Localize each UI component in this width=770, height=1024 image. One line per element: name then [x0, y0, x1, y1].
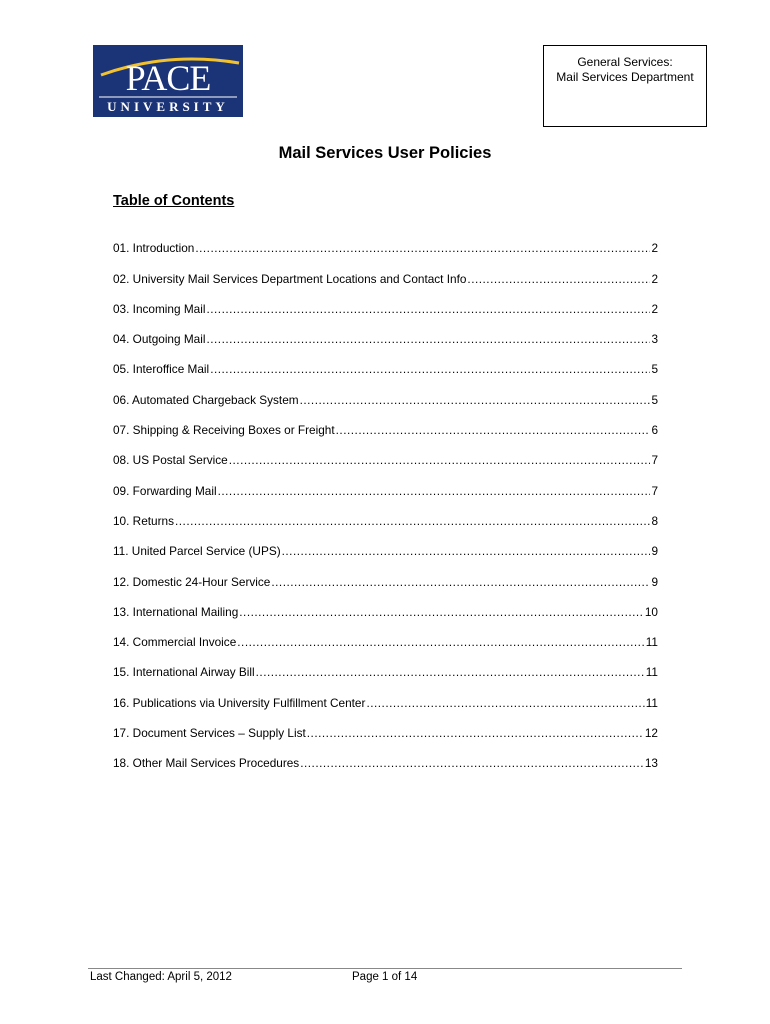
toc-entry-label: 12. Domestic 24-Hour Service	[113, 574, 271, 589]
toc-entry-international-airway-bill[interactable]	[113, 649, 658, 679]
toc-entry-page: 10	[644, 604, 658, 619]
toc-entry-page: 7	[651, 483, 658, 498]
toc-entry-document-services[interactable]	[113, 710, 658, 740]
footer-divider	[88, 968, 682, 969]
header-line-2: Mail Services Department	[556, 70, 694, 84]
toc-entry-page: 13	[644, 756, 658, 771]
toc-entry-outgoing-mail[interactable]	[113, 316, 658, 346]
department-header-box	[543, 45, 707, 127]
toc-entry-page: 3	[651, 332, 658, 347]
table-of-contents	[113, 225, 658, 770]
toc-leader-dots	[206, 302, 650, 316]
logo-top-word: PACE	[125, 58, 211, 98]
toc-entry-page: 9	[651, 574, 658, 589]
toc-entry-page: 2	[651, 271, 658, 286]
toc-entry-label: 13. International Mailing	[113, 604, 239, 619]
toc-leader-dots	[229, 453, 651, 467]
toc-leader-dots	[218, 484, 651, 498]
toc-heading: Table of Contents	[113, 193, 235, 209]
toc-entry-incoming-mail[interactable]	[113, 286, 658, 316]
toc-entry-label: 10. Returns	[113, 513, 174, 528]
toc-entry-shipping-receiving[interactable]	[113, 407, 658, 437]
toc-entry-page: 5	[651, 362, 658, 377]
toc-entry-label: 04. Outgoing Mail	[113, 332, 206, 347]
toc-leader-dots	[300, 756, 644, 770]
toc-entry-interoffice-mail[interactable]	[113, 346, 658, 376]
toc-entry-returns[interactable]	[113, 498, 658, 528]
toc-entry-us-postal-service[interactable]	[113, 437, 658, 467]
toc-entry-label: 05. Interoffice Mail	[113, 362, 210, 377]
toc-entry-label: 14. Commercial Invoice	[113, 635, 237, 650]
toc-entry-chargeback-system[interactable]	[113, 376, 658, 406]
toc-entry-international-mailing[interactable]	[113, 589, 658, 619]
toc-entry-locations-contact[interactable]	[113, 255, 658, 285]
toc-leader-dots	[237, 635, 644, 649]
footer-last-changed: Last Changed: April 5, 2012	[90, 971, 232, 983]
toc-leader-dots	[239, 605, 644, 619]
toc-leader-dots	[206, 332, 650, 346]
toc-entry-page: 6	[651, 423, 658, 438]
toc-entry-introduction[interactable]	[113, 225, 658, 255]
toc-leader-dots	[210, 362, 650, 376]
toc-entry-label: 15. International Airway Bill	[113, 665, 255, 680]
toc-entry-page: 7	[651, 453, 658, 468]
toc-entry-forwarding-mail[interactable]	[113, 467, 658, 497]
toc-entry-other-procedures[interactable]	[113, 740, 658, 770]
toc-entry-label: 02. University Mail Services Department Locations and Contact Info	[113, 271, 467, 286]
toc-entry-page: 11	[645, 635, 658, 650]
toc-entry-page: 2	[651, 241, 658, 256]
toc-entry-page: 5	[651, 392, 658, 407]
toc-leader-dots	[300, 393, 651, 407]
toc-entry-page: 2	[651, 301, 658, 316]
toc-leader-dots	[195, 241, 650, 255]
toc-leader-dots	[467, 272, 650, 286]
toc-entry-label: 16. Publications via University Fulfillment Center	[113, 695, 366, 710]
toc-entry-page: 9	[651, 544, 658, 559]
toc-entry-label: 11. United Parcel Service (UPS)	[113, 544, 281, 559]
pace-university-logo	[93, 45, 243, 117]
toc-leader-dots	[282, 544, 651, 558]
logo-graphic	[93, 45, 243, 117]
toc-entry-label: 01. Introduction	[113, 241, 195, 256]
toc-entry-commercial-invoice[interactable]	[113, 619, 658, 649]
toc-leader-dots	[175, 514, 650, 528]
document-title: Mail Services User Policies	[278, 144, 492, 162]
toc-entry-page: 11	[645, 695, 658, 710]
toc-entry-label: 17. Document Services – Supply List	[113, 726, 306, 741]
toc-leader-dots	[256, 665, 645, 679]
toc-leader-dots	[307, 726, 644, 740]
toc-entry-page: 11	[645, 665, 658, 680]
footer-page-number: Page 1 of 14	[352, 971, 418, 983]
toc-entry-publications[interactable]	[113, 679, 658, 709]
toc-leader-dots	[366, 696, 644, 710]
toc-entry-label: 08. US Postal Service	[113, 453, 228, 468]
toc-entry-label: 18. Other Mail Services Procedures	[113, 756, 300, 771]
toc-entry-page: 12	[644, 726, 658, 741]
toc-leader-dots	[336, 423, 651, 437]
toc-entry-ups[interactable]	[113, 528, 658, 558]
toc-entry-page: 8	[651, 513, 658, 528]
toc-entry-label: 09. Forwarding Mail	[113, 483, 217, 498]
toc-entry-label: 07. Shipping & Receiving Boxes or Freight	[113, 423, 335, 438]
header-line-1: General Services:	[577, 55, 673, 69]
toc-entry-label: 06. Automated Chargeback System	[113, 392, 299, 407]
toc-entry-domestic-24-hour[interactable]	[113, 558, 658, 588]
logo-bottom-word: UNIVERSITY	[107, 99, 229, 114]
toc-entry-label: 03. Incoming Mail	[113, 301, 206, 316]
toc-leader-dots	[271, 575, 650, 589]
